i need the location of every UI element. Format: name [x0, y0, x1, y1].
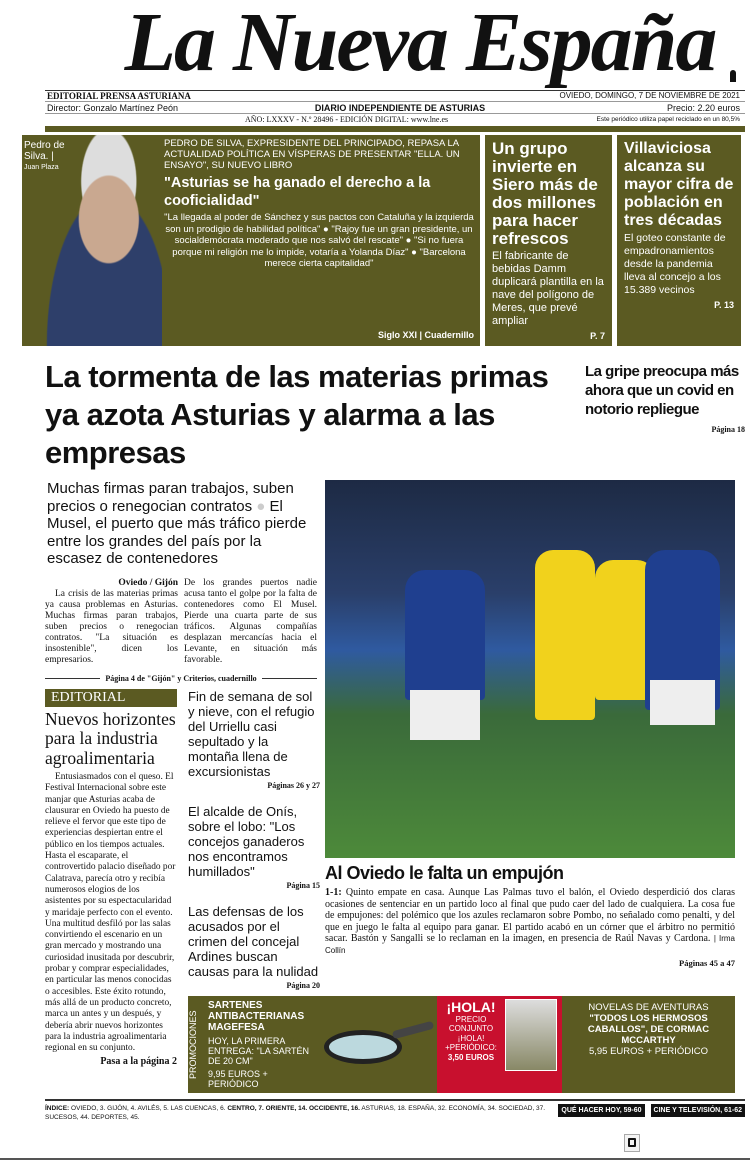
masthead-logo: La Nueva España	[124, 0, 716, 89]
editorial-body: Entusiasmados con el queso. El Festival Internacional sobre este manjar que Asturias acaba de clausurar en Oviedo ha puesto de relieve el fervor que este tipo de experiencias despiertan entre el público en los tiempos actuales. Hasta el escaparate, el controvertido palacio diseñado por Calatrava, parecía otro y recibía numerosos elogios de los asistentes por su espectacularidad y maridaje perfecto con el evento. Una multitud desfiló por las salas convirtiendo el escenario en un gran mercado y mostrando una curiosidad inusitada por descubrir, probar y comprar especialidades, en particular las menos conocidas o accesibles. Este éxito rotundo, más allá de un producto concreto, marca un antes y un después, y debería abrir nuevos horizontes para la industria agroalimentaria regional en su conjunto.	[45, 772, 176, 1054]
frying-pan-icon	[322, 996, 437, 1093]
sports-body: Quinto empate en casa. Aunque Las Palmas tuvo el balón, el Oviedo desperdició dos claras ocasiones de sentenciar en un partido loco al final que pudo caer del lado de cualquiera. La cosa fue de empujones: del polémico que los azules reclamaron sobre Pombo, no señalado como penalti, y del que en juego le falta al equipo para ganar. El partido acabó en un córner que el árbitro no permitió sacar. Bastón y Sangalli se lo reclaman en la imagen, en presencia de Raúl Navas y Cardona.	[325, 887, 735, 945]
body: El goteo constante de empadronamientos desde la pandemia lleva al concejo a los 15.389 vecinos	[624, 232, 726, 296]
masthead-figure-icon	[726, 70, 740, 84]
pan-sub: HOY, LA PRIMERA ENTREGA: "LA SARTÉN DE 20 CM"	[208, 1035, 310, 1066]
brief-urriellu[interactable]: Fin de semana de sol y nieve, con el refugio del Urriellu casi sepultado y la montaña llena de excursionistas	[188, 688, 315, 779]
editorial-ref[interactable]: Pasa a la página 2	[100, 1056, 177, 1068]
lead-dateline: Oviedo / Gijón	[118, 577, 178, 588]
tagline: DIARIO INDEPENDIENTE DE ASTURIAS	[314, 103, 486, 113]
lead-subhead-b: El Musel, el puerto que más tráfico pierde entre los grandes del país por la escasez de contenedores	[47, 497, 307, 567]
photo-credit: | Irma Collín	[325, 934, 735, 955]
sports-headline[interactable]: Al Oviedo le falta un empujón	[325, 863, 564, 883]
hola-price: 3,50 EUROS	[447, 1052, 495, 1062]
index-bold: CENTRO, 7. ORIENTE, 14. OCCIDENTE, 16.	[227, 1104, 360, 1112]
top-box-villaviciosa[interactable]	[617, 135, 741, 346]
lead-headline[interactable]: La tormenta de las materias primas ya azota Asturias y alarma a las empresas	[45, 359, 549, 470]
hola-magazine-cover	[505, 999, 557, 1071]
page-ref: Página 20	[286, 980, 320, 990]
football-photo	[325, 480, 735, 858]
index	[45, 1104, 552, 1122]
recycled-note: Este periódico utiliza papel reciclado en un 80,5%	[596, 116, 740, 123]
edition-info: AÑO: LXXXV - N.º 28496 - EDICIÓN DIGITAL: www.lne.es	[245, 115, 449, 124]
index-label: ÍNDICE:	[45, 1104, 70, 1112]
divider	[45, 678, 100, 679]
page-ref: P. 13	[714, 300, 734, 310]
pan-price: 9,95 EUROS + PERIÓDICO	[208, 1068, 268, 1089]
sports-caption	[325, 887, 735, 957]
publisher: EDITORIAL PRENSA ASTURIANA	[47, 91, 191, 101]
lead-text	[45, 480, 325, 683]
photo-credit: Juan Plaza	[24, 164, 59, 171]
pan-handle-icon	[392, 1020, 435, 1039]
score: 1-1:	[325, 887, 342, 898]
promotions-label: PROMOCIONES	[188, 1009, 198, 1079]
top-feature-kicker: PEDRO DE SILVA, EXPRESIDENTE DEL PRINCIPADO, REPASA LA ACTUALIDAD POLÍTICA EN VÍSPERAS DE PRESENTAR "ELLA. UN ENSAYO", SU NUEVO LIBRO	[164, 138, 460, 171]
index-row	[45, 1099, 745, 1122]
body: El fabricante de bebidas Damm duplicará plantilla en la nave del polígono de Meres, que prevé ampliar	[492, 250, 604, 327]
page-ref: Páginas 26 y 27	[267, 780, 320, 790]
novel-title: "TODOS LOS HERMOSOS CABALLOS", DE CORMAC MCCARTHY	[587, 1012, 710, 1046]
briefs	[182, 689, 325, 990]
bullet-icon: ●	[256, 497, 266, 515]
index-rest: ASTURIAS, 18. ESPAÑA, 32. ECONOMÍA, 34. SOCIEDAD, 37. SUCESOS, 44. DEPORTES, 45.	[45, 1104, 546, 1121]
page-ref: Página 15	[286, 880, 320, 890]
pedro-de-silva-photo	[22, 135, 162, 346]
lead-ref[interactable]: Página 4 de "Gijón" y Criterios, cuadernillo	[105, 673, 257, 683]
lead-subhead-a: Muchas firmas paran trabajos, suben precios o renegocian contratos	[47, 480, 294, 515]
masthead	[0, 0, 750, 135]
page-ref: Página 18	[711, 425, 745, 434]
bookmark-icon[interactable]	[624, 1134, 640, 1152]
top-box-siero[interactable]	[485, 135, 612, 346]
side-lead-headline[interactable]: La gripe preocupa más ahora que un covid en notorio repliegue	[585, 363, 739, 418]
hola-logo: ¡HOLA!	[446, 998, 496, 1015]
editorial-label: EDITORIAL	[45, 689, 177, 707]
lead-body-2: De los grandes puertos nadie acusa tanto el golpe por la falta de contenedores como El Musel. Pierde una cuarta parte de sus tráficos. Algunas compañías desplazan mercancías hacia el Levante, en situación más favorable.	[184, 577, 317, 665]
top-feature[interactable]	[22, 135, 480, 346]
top-feature-headline[interactable]: "Asturias se ha ganado el derecho a la cooficialidad"	[164, 175, 431, 209]
top-feature-ref: Siglo XXI | Cuadernillo	[377, 330, 474, 340]
headline: Villaviciosa alcanza su mayor cifra de población en tres décadas	[624, 140, 734, 229]
divider	[262, 678, 317, 679]
lead-body-1: La crisis de las materias primas ya causa problemas en Asturias. Muchas firmas paran trabajos, suben precios o renegocian contratos. "La situación es insostenible", dicen los empresarios.	[45, 588, 178, 665]
price: Precio: 2.20 euros	[666, 103, 740, 113]
headline: Un grupo invierte en Siero más de dos millones para hacer refrescos	[492, 139, 598, 248]
page-ref: P. 7	[590, 331, 605, 341]
page-bottom-border	[0, 1158, 750, 1160]
promotions-bar[interactable]	[188, 996, 735, 1093]
brief-ardines[interactable]: Las defensas de los acusados por el crimen del concejal Ardines buscan causas para la nulidad	[188, 903, 319, 979]
brief-onis[interactable]: El alcalde de Onís, sobre el lobo: "Los concejos ganaderos nos encontramos humillados"	[188, 803, 305, 879]
editorial-headline[interactable]: Nuevos horizontes para la industria agroalimentaria	[45, 708, 176, 768]
novel-price: 5,95 EUROS + PERIÓDICO	[588, 1045, 709, 1057]
tag-cine-tv[interactable]: CINE Y TELEVISIÓN, 61-62	[651, 1104, 745, 1117]
photo-caption: Pedro de Silva. |	[24, 140, 65, 162]
sports-story	[325, 480, 735, 990]
top-feature-quotes: "La llegada al poder de Sánchez y sus pactos con Cataluña y la izquierda son un prodigio de habilidad política" ● "Rajoy fue un gran presidente, un socialdemócrata moderado que nos salvó del rescate" ● "Si no fuera porque mi religión me lo impide, votaría a Yolanda Díaz" ● "Barcelona merece cierta capitalidad"	[164, 212, 474, 269]
hola-promo[interactable]	[437, 996, 562, 1093]
dateline: OVIEDO, DOMINGO, 7 DE NOVIEMBRE DE 2021	[559, 91, 740, 100]
page-ref: Páginas 45 a 47	[679, 957, 735, 968]
editorial	[45, 689, 182, 1093]
novel-series: NOVELAS DE AVENTURAS	[588, 1001, 709, 1013]
divider	[45, 126, 745, 132]
hola-text: PRECIO CONJUNTO ¡HOLA! +PERIÓDICO:	[445, 1014, 497, 1052]
index-text: OVIEDO, 3. GIJÓN, 4. AVILÉS, 5. LAS CUENCAS, 6.	[71, 1104, 226, 1112]
tag-que-hacer[interactable]: QUÉ HACER HOY, 59-60	[558, 1104, 644, 1117]
pan-title: SARTENES ANTIBACTERIANAS MAGEFESA	[208, 999, 305, 1033]
director: Director: Gonzalo Martínez Peón	[47, 103, 179, 113]
